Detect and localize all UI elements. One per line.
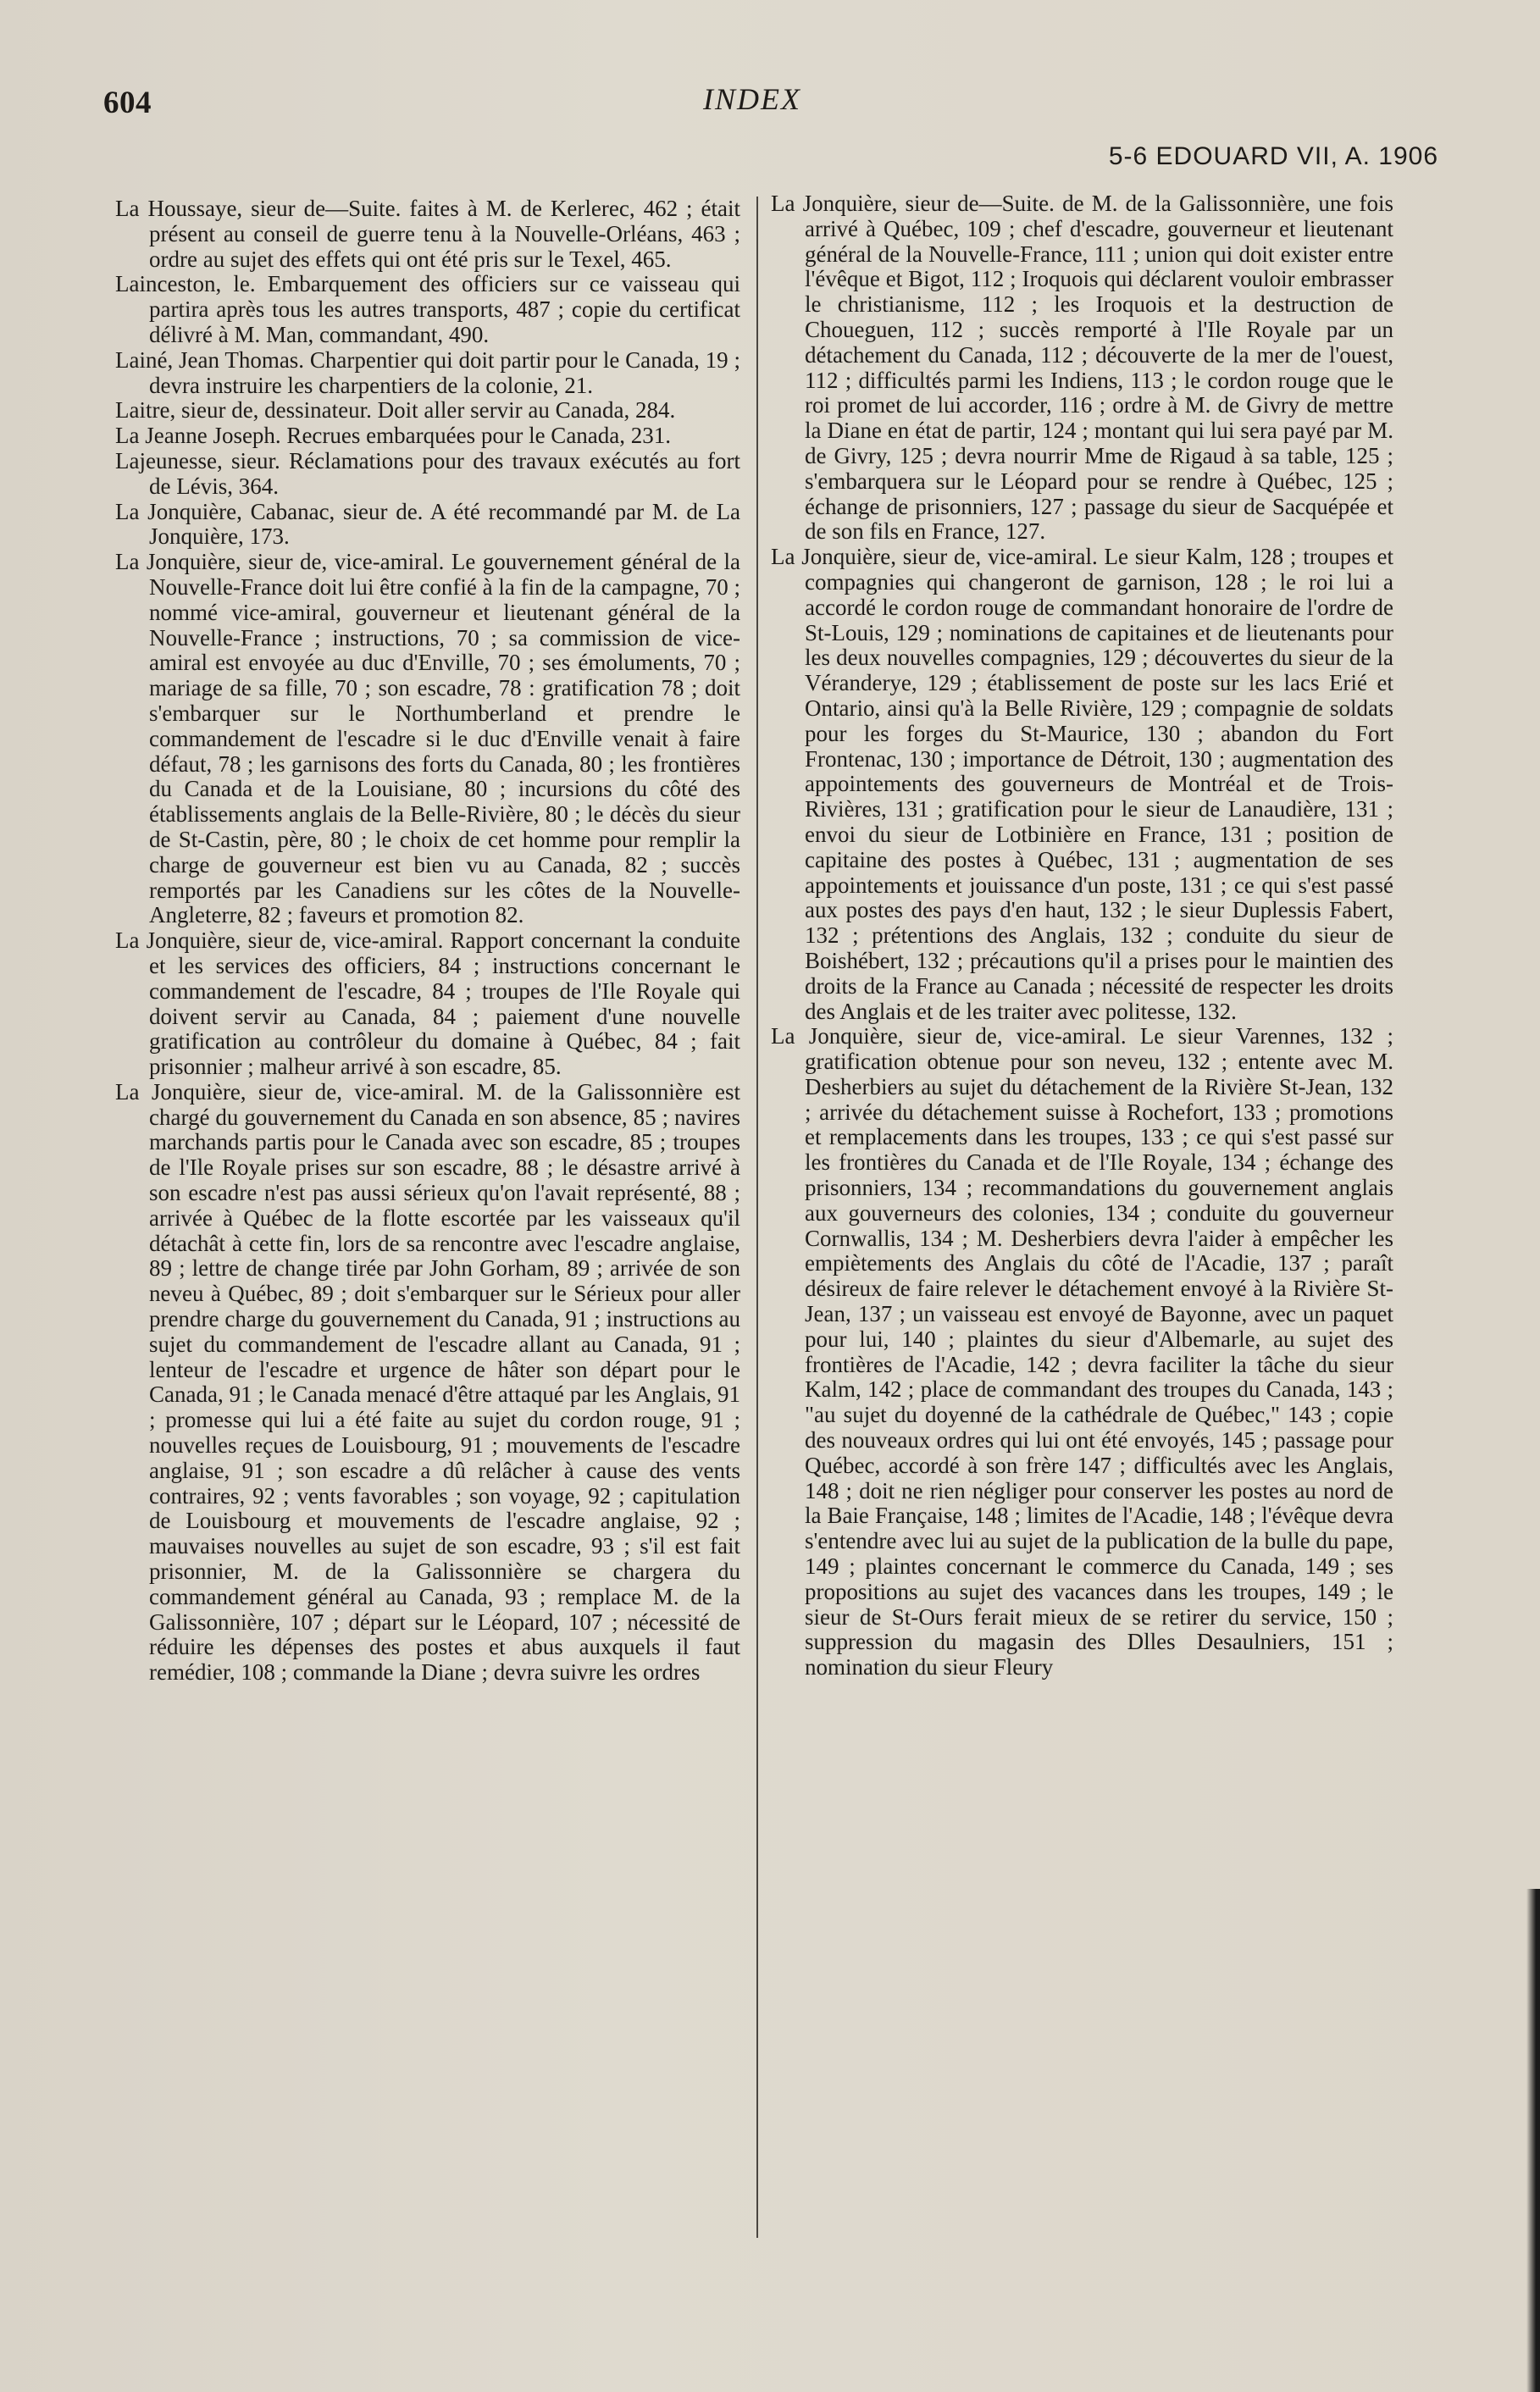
scan-shadow-edge: [1526, 1889, 1540, 2392]
column-divider: [756, 197, 758, 2238]
left-column: [115, 197, 740, 1686]
running-title: INDEX: [703, 82, 801, 116]
index-entry: Lainceston, le. Embarquement des officiers sur ce vaisseau qui partira après tous les autres transports, 487 ; copie du certificat délivré à M. Man, commandant, 490.: [115, 271, 740, 347]
index-entry: La Jeanne Joseph. Recrues embarquées pour le Canada, 231.: [115, 423, 672, 449]
page-number: 604: [103, 86, 152, 120]
index-entry: Lainé, Jean Thomas. Charpentier qui doit partir pour le Canada, 19 ; devra instruire les charpentiers de la colonie, 21.: [115, 346, 740, 398]
index-entry: La Houssaye, sieur de—Suite. faites à M. de Kerlerec, 462 ; était présent au conseil de guerre tenu à la Nouvelle-Orléans, 463 ; ordre au sujet des effets qui ont été pris sur le Texel, 465.: [115, 196, 740, 272]
right-column: [771, 191, 1393, 1680]
index-entry: La Jonquière, sieur de, vice-amiral. M. de la Galissonnière est chargé du gouvernement du Canada en son absence, 85 ; navires marchands partis pour le Canada avec son escadre, 85 ; troupes de l'Ile Royale prises sur son escadre, 88 ; le désastre arrivé à son escadre n'est pas aussi sérieux qu'on l'avait représenté, 88 ; arrivée à Québec de la flotte escortée par les vaisseaux qu'il détachât à cette fin, lors de sa rencontre avec l'escadre anglaise, 89 ; lettre de change tirée par John Gorham, 89 ; arrivée de son neveu à Québec, 89 ; doit s'embarquer sur le Sérieux pour aller prendre charge du gouvernement du Canada, 91 ; instructions au sujet du commandement de l'escadre allant au Canada, 91 ; lenteur de l'escadre et urgence de hâter son départ pour le Canada, 91 ; le Canada menacé d'être attaqué par les Anglais, 91 ; promesse qui lui a été faite au sujet du cordon rouge, 91 ; nouvelles reçues de Louisbourg, 91 ; mouvements de l'escadre anglaise, 91 ; son escadre a dû relâcher à cause des vents contraires, 92 ; vents favorables ; son voyage, 92 ; capitulation de Louisbourg et mouvements de l'escadre anglaise, 92 ; mauvaises nouvelles au sujet de son escadre, 93 ; s'il est fait prisonnier, M. de la Galissonnière se chargera du commandement général au Canada, 93 ; remplace M. de la Galissonnière, 107 ; départ sur le Léopard, 107 ; nécessité de réduire les dépenses des postes et abus auxquels il faut remédier, 108 ; commande la Diane ; devra suivre les ordres: [115, 1078, 740, 1686]
index-entry: La Jonquière, sieur de—Suite. de M. de la Galissonnière, une fois arrivé à Québec, 109 ; chef d'escadre, gouverneur et lieutenant général de la Nouvelle-France, 111 ; union qui doit exister entre l'évêque et Bigot, 112 ; Iroquois qui déclarent vouloir embrasser le christianisme, 112 ; les Iroquois et la destruction de Choueguen, 112 ; succès remporté à l'Ile Royale par un détachement du Canada, 112 ; découverte de la mer de l'ouest, 112 ; difficultés parmi les Indiens, 113 ; le cordon rouge que le roi promet de lui accorder, 116 ; ordre à M. de Givry de mettre la Diane en état de partir, 124 ; montant qui lui sera payé par M. de Givry, 125 ; devra nourrir Mme de Rigaud à sa table, 125 ; s'embarquera sur le Léopard pour se rendre à Québec, 125 ; échange de prisonniers, 127 ; passage du sieur de Sacquépée et de son fils en France, 127.: [771, 191, 1393, 545]
index-entry: La Jonquière, sieur de, vice-amiral. Le sieur Varennes, 132 ; gratification obtenue pour son neveu, 132 ; entente avec M. Desherbiers au sujet du détachement de la Rivière St-Jean, 132 ; arrivée du détachement suisse à Rochefort, 133 ; promotions et remplacements dans les troupes, 133 ; ce qui s'est passé sur les frontières du Canada et de l'Ile Royale, 134 ; échange des prisonniers, 134 ; recommandations du gouvernement anglais aux gouverneurs des colonies, 134 ; conduite du gouverneur Cornwallis, 134 ; M. Desherbiers devra l'aider à empêcher les empiètements des Anglais du côté de l'Acadie, 137 ; paraît désireux de faire relever le détachement envoyé à la Rivière St-Jean, 137 ; un vaisseau est envoyé de Bayonne, avec un paquet pour lui, 140 ; plaintes du sieur d'Albemarle, au sujet des frontières de l'Acadie, 142 ; devra faciliter la tâche du sieur Kalm, 142 ; place de commandant des troupes du Canada, 143 ; "au sujet du doyenné de la cathédrale de Québec," 143 ; copie des nouveaux ordres qui lui ont été envoyés, 145 ; passage pour Québec, accordé à son frère 147 ; difficultés avec les Anglais, 148 ; doit ne rien négliger pour conserver les postes au nord de la Baie Française, 148 ; limites de l'Acadie, 148 ; l'évêque devra s'entendre avec lui au sujet de la publication de la bulle du pape, 149 ; plaintes concernant le commerce du Canada, 149 ; ses propositions au sujet des vacances dans les troupes, 149 ; le sieur de St-Ours ferait mieux de se retirer du service, 150 ; suppression du magasin des Dlles Desaulniers, 151 ; nomination du sieur Fleury: [771, 1023, 1393, 1680]
index-entry: La Jonquière, sieur de, vice-amiral. Rapport concernant la conduite et les services des officiers, 84 ; instructions concernant le commandement de l'escadre, 84 ; troupes de l'Ile Royale qui doivent servir au Canada, 84 ; paiement d'une nouvelle gratification au contrôleur du domaine à Québec, 84 ; fait prisonnier ; malheur arrivé à son escadre, 85.: [115, 927, 740, 1080]
index-entry: La Jonquière, sieur de, vice-amiral. Le sieur Kalm, 128 ; troupes et compagnies qui changeront de garnison, 128 ; le roi lui a accordé le cordon rouge de commandant honoraire de l'ordre de St-Louis, 129 ; nominations de capitaines et de lieutenants pour les deux nouvelles compagnies, 129 ; découvertes du sieur de la Véranderye, 129 ; établissement de poste sur les lacs Erié et Ontario, ainsi qu'à la Belle Rivière, 129 ; compagnie de soldats pour les forges du St-Maurice, 130 ; abandon du Fort Frontenac, 130 ; importance de Détroit, 130 ; augmentation des appointements des gouverneurs de Montréal et de Trois-Rivières, 131 ; gratification pour le sieur de Lanaudière, 131 ; envoi du sieur de Lotbinière en France, 131 ; position de capitaine des postes à Québec, 131 ; augmentation de ses appointements et jouissance d'un poste, 131 ; ce qui s'est passé aux postes des pays d'en haut, 132 ; le sieur Duplessis Fabert, 132 ; prétentions des Anglais, 132 ; conduite du sieur de Boishébert, 132 ; précautions qu'il a prises pour le maintien des droits de la France au Canada ; nécessité de respecter les droits des Anglais et de les traiter avec politesse, 132.: [771, 544, 1393, 1024]
index-entry: La Jonquière, sieur de, vice-amiral. Le gouvernement général de la Nouvelle-France doit lui être confié à la fin de la campagne, 70 ; nommé vice-amiral, gouverneur et lieutenant général de la Nouvelle-France ; instructions, 70 ; sa commission de vice-amiral est envoyée au duc d'Enville, 70 ; ses émoluments, 70 ; mariage de sa fille, 70 ; son escadre, 78 : gratification 78 ; doit s'embarquer sur le Northumberland et prendre le commandement de l'escadre si le duc d'Enville venait à faire défaut, 78 ; les garnisons des forts du Canada, 80 ; les frontières du Canada et de la Louisiane, 80 ; incursions du côté des établissements anglais de la Belle-Rivière, 80 ; le décès du sieur de St-Castin, père, 80 ; le choix de cet homme pour remplir la charge de gouverneur est bien vu au Canada, 82 ; succès remportés par les Canadiens sur les côtes de la Nouvelle-Angleterre, 82 ; faveurs et promotion 82.: [115, 549, 740, 928]
index-entry: La Jonquière, Cabanac, sieur de. A été recommandé par M. de La Jonquière, 173.: [115, 498, 740, 550]
index-entry: Lajeunesse, sieur. Réclamations pour des travaux exécutés au fort de Lévis, 364.: [115, 447, 740, 499]
session-header: 5-6 EDOUARD VII, A. 1906: [1108, 142, 1438, 170]
index-entry: Laitre, sieur de, dessinateur. Doit aller servir au Canada, 284.: [115, 397, 676, 424]
